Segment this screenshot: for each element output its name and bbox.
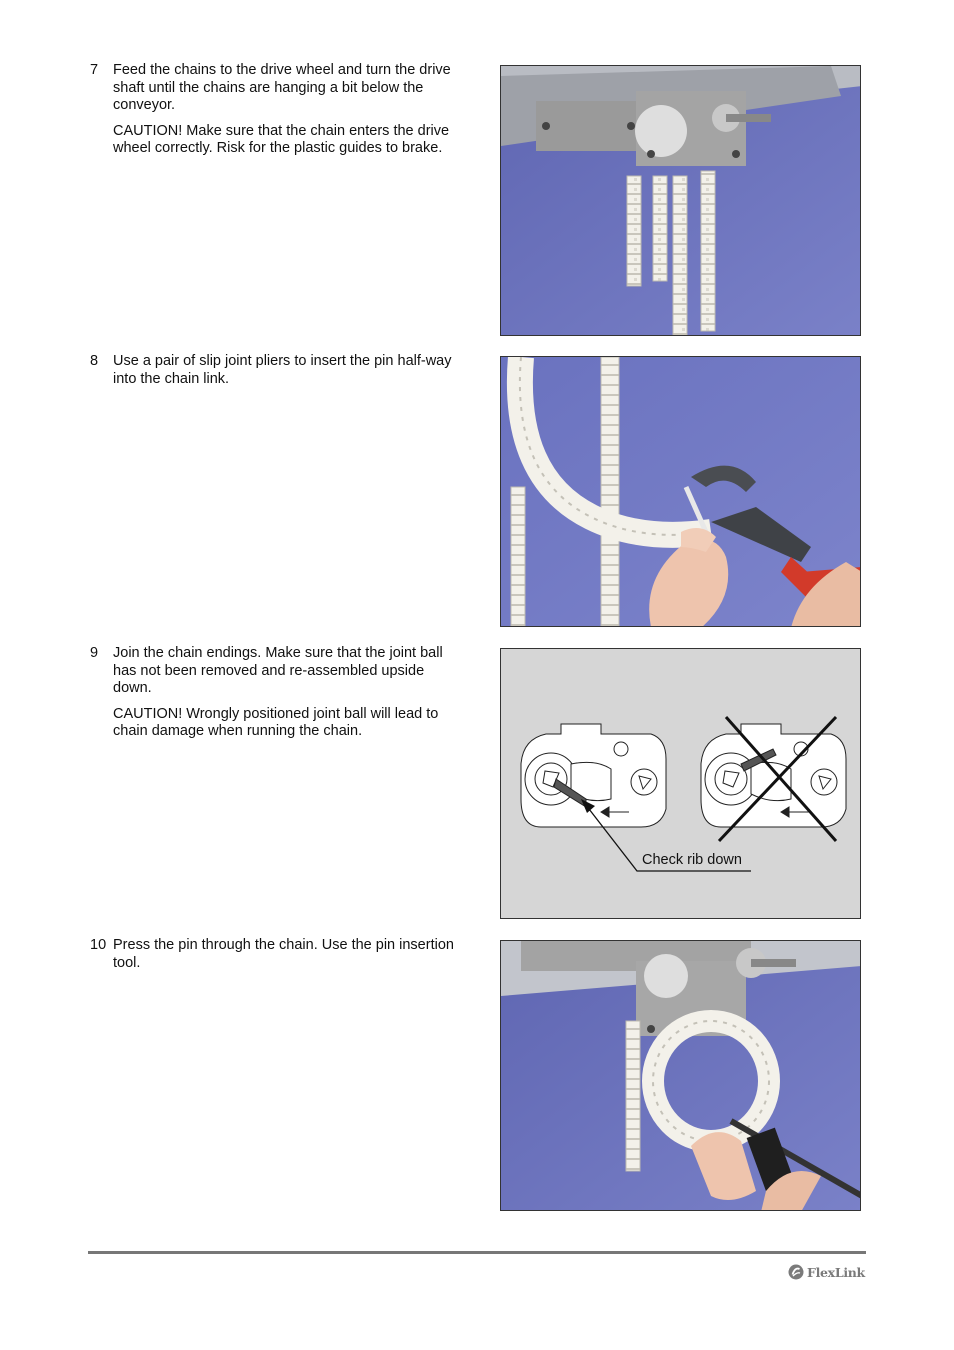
step-9-diagram	[500, 648, 861, 919]
step-10-photo	[500, 940, 861, 1211]
correct-link-drawing	[521, 724, 666, 827]
flexlink-logo	[788, 1264, 865, 1280]
check-rib-down-label: Check rib down	[642, 852, 742, 868]
step-7-caution: CAUTION! Make sure that the chain enters the drive wheel correctly. Risk for the plastic guides to brake.	[113, 122, 450, 156]
step-7-photo	[500, 65, 861, 336]
step-9-caution: CAUTION! Wrongly positioned joint ball will lead to chain damage when running the chain.	[113, 705, 439, 739]
step-7-text	[113, 62, 458, 166]
step-8-photo	[500, 356, 861, 627]
incorrect-link-drawing	[701, 724, 846, 827]
flexlink-logo-icon	[788, 1264, 804, 1280]
step-8-text	[113, 353, 458, 396]
step-7-number: 7	[90, 62, 99, 78]
step-10-text	[113, 937, 458, 980]
footer-rule	[88, 1251, 866, 1254]
step-10-paragraph-1: Press the pin through the chain. Use the pin insertion tool.	[113, 937, 454, 971]
step-7-paragraph-1: Feed the chains to the drive wheel and turn the drive shaft until the chains are hanging a bit below the conveyor.	[113, 62, 451, 113]
flexlink-logo-text: FlexLink	[807, 1264, 865, 1280]
step-9-number: 9	[90, 645, 99, 661]
step-9-text	[113, 645, 458, 749]
step-8-paragraph-1: Use a pair of slip joint pliers to insert the pin half-way into the chain link.	[113, 353, 452, 387]
step-8-number: 8	[90, 353, 99, 369]
step-10-number: 10	[90, 937, 107, 953]
step-9-paragraph-1: Join the chain endings. Make sure that the joint ball has not been removed and re-assembled upside down.	[113, 645, 443, 696]
